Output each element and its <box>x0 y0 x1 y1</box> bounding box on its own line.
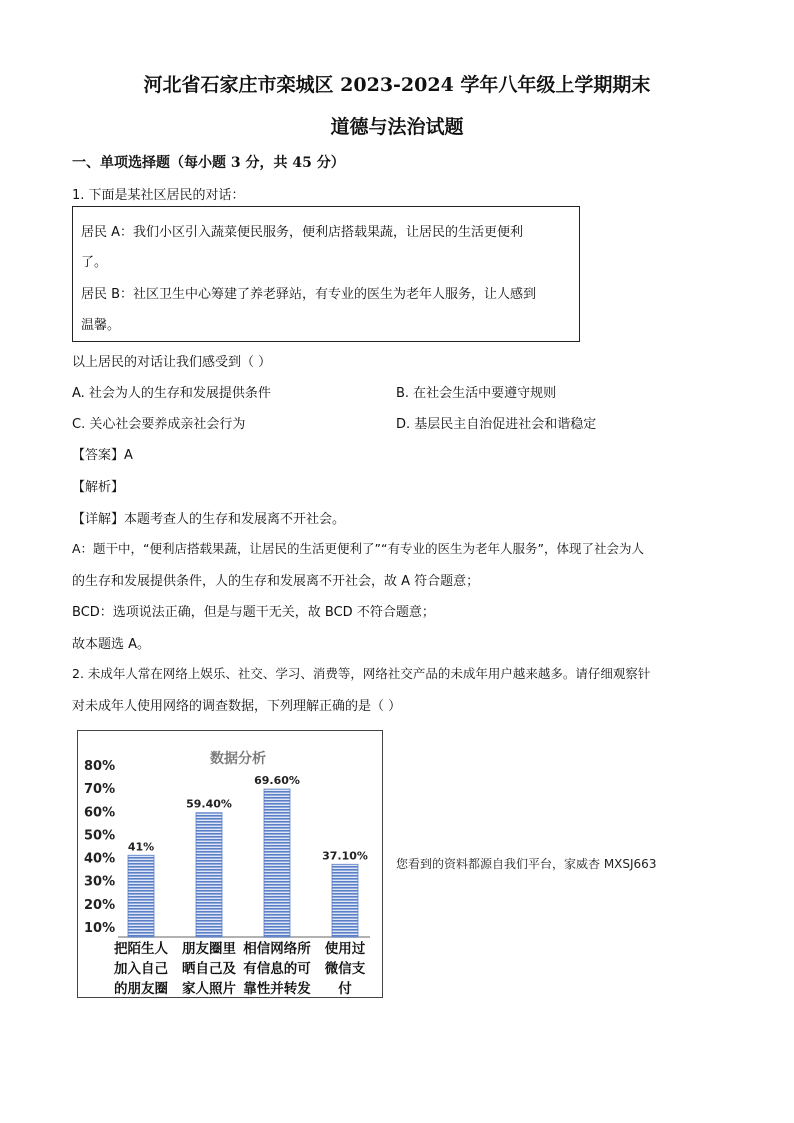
x-category-label: 的朋友圈 <box>114 981 168 997</box>
explain-a-line1: A：题干中，“便利店搭载果蔬，让居民的生活更便利了”“有专业的医生为老年人服务”，体现了社会为人 <box>72 541 644 556</box>
q1-prompt: 以上居民的对话让我们感受到（ ） <box>72 355 272 370</box>
data-label: 69.60% <box>254 774 300 788</box>
q2-stem-line2: 对未成年人使用网络的调查数据，下列理解正确的是（ ） <box>72 699 402 714</box>
x-category-label: 使用过 <box>324 941 366 957</box>
x-category-label: 加入自己 <box>114 961 168 977</box>
option-c: C. 关心社会要养成亲社会行为 <box>72 417 246 432</box>
q2-stem-line1: 2. 未成年人常在网络上娱乐、社交、学习、消费等，网络社交产品的未成年用户越来越多。请仔细观察针 <box>72 666 651 681</box>
analysis-label: 【解析】 <box>72 480 125 495</box>
page-title-line1: 河北省石家庄市栾城区 2023-2024 学年八年级上学期期末 <box>143 74 651 96</box>
conclusion: 故本题选 A。 <box>72 637 151 652</box>
dialog-line: 居民 A：我们小区引入蔬菜便民服务，便利店搭载果蔬，让居民的生活更便利 <box>81 225 524 240</box>
explain-a-line2: 的生存和发展提供条件，人的生存和发展离不开社会，故 A 符合题意； <box>72 574 480 589</box>
x-category-label: 付 <box>338 981 352 997</box>
bar <box>196 813 222 937</box>
page-title-line2: 道德与法治试题 <box>330 116 464 138</box>
x-category-label: 家人照片 <box>182 981 236 997</box>
option-d: D. 基层民主自治促进社会和谐稳定 <box>396 417 597 432</box>
dialog-line: 了。 <box>81 255 108 270</box>
y-tick-label: 10% <box>84 921 116 936</box>
data-label: 37.10% <box>322 849 368 863</box>
watermark: 您看到的资料都源自我们平台，家威杏 MXSJ663 <box>396 857 657 871</box>
dialog-line: 温馨。 <box>81 318 121 333</box>
data-label: 41% <box>127 840 155 854</box>
y-tick-label: 20% <box>84 897 116 913</box>
option-a: A. 社会为人的生存和发展提供条件 <box>72 386 271 401</box>
dialog-line: 居民 B：社区卫生中心筹建了养老驿站，有专业的医生为老年人服务，让人感到 <box>81 287 537 302</box>
y-tick-label: 40% <box>84 851 116 867</box>
bar-chart <box>77 730 383 998</box>
x-category-label: 有信息的可 <box>243 961 311 977</box>
x-category-label: 靠性并转发 <box>243 981 311 997</box>
bar <box>264 789 290 937</box>
chart-svg <box>78 731 384 999</box>
y-tick-label: 30% <box>84 874 116 890</box>
x-category-label: 把陌生人 <box>114 941 168 957</box>
y-tick-label: 70% <box>84 782 116 798</box>
explain-bcd: BCD：选项说法正确，但是与题干无关，故 BCD 不符合题意； <box>72 605 435 620</box>
detail: 【详解】本题考查人的生存和发展离不开社会。 <box>72 512 346 527</box>
bar <box>128 855 154 937</box>
chart-title: 数据分析 <box>210 751 266 767</box>
x-category-label: 相信网络所 <box>243 941 311 957</box>
x-category-label: 微信支 <box>324 961 366 977</box>
option-b: B. 在社会生活中要遵守规则 <box>396 386 557 401</box>
y-tick-label: 50% <box>84 828 116 844</box>
y-tick-label: 80% <box>84 759 116 774</box>
bar <box>332 864 358 937</box>
x-category-label: 晒自己及 <box>182 961 236 977</box>
data-label: 59.40% <box>186 797 232 811</box>
dialog-box <box>72 206 580 342</box>
x-category-label: 朋友圈里 <box>182 941 236 957</box>
q1-stem: 1. 下面是某社区居民的对话： <box>72 188 245 203</box>
y-tick-label: 60% <box>84 805 116 821</box>
answer: 【答案】A <box>72 448 133 463</box>
section-heading: 一、单项选择题（每小题 3 分，共 45 分） <box>72 155 345 171</box>
